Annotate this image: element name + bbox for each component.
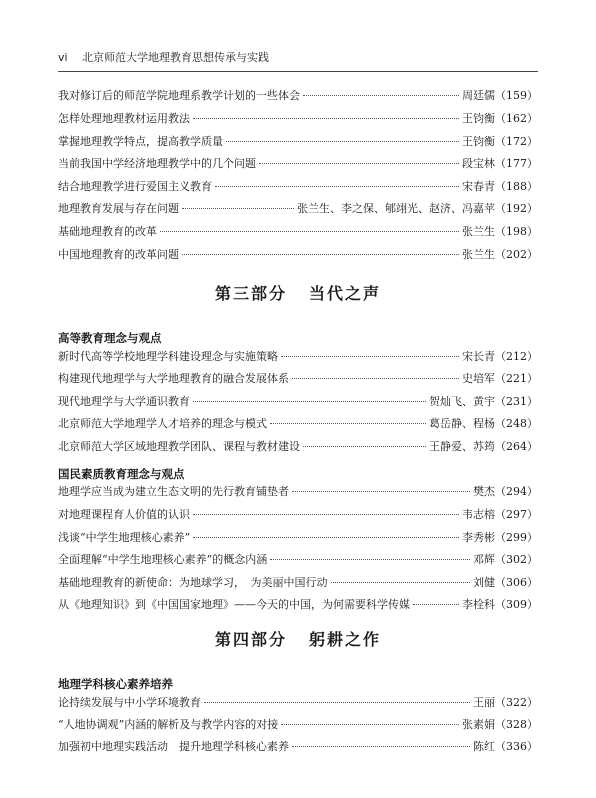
toc-entry[interactable] xyxy=(58,86,538,104)
leader-dots xyxy=(193,525,459,538)
entry-author: 王静爱、苏筠 xyxy=(429,440,495,453)
leader-dots xyxy=(303,83,459,96)
book-title: 北京师范大学地理教育思想传承与实践 xyxy=(82,51,269,64)
entry-page: （192） xyxy=(495,202,538,215)
toc-entry[interactable] xyxy=(58,482,538,500)
entry-author: 李栓科 xyxy=(462,598,495,611)
leader-dots xyxy=(204,690,470,703)
leader-dots xyxy=(281,712,459,725)
entry-page: （177） xyxy=(495,157,538,170)
running-head xyxy=(58,49,538,65)
entry-page: （306） xyxy=(495,576,538,589)
entry-title: 掌握地理教学特点，提高教学质量 xyxy=(58,135,223,148)
leader-dots xyxy=(193,106,459,119)
entry-author: 葛岳静、程杨 xyxy=(429,417,495,430)
entry-title: 新时代高等学校地理学科建设理念与实施策略 xyxy=(58,350,278,363)
entry-page: （221） xyxy=(495,372,538,385)
entry-author: 陈红 xyxy=(473,740,495,753)
entry-author: 李秀彬 xyxy=(462,531,495,544)
entry-page: （188） xyxy=(495,180,538,193)
entry-author: 樊杰 xyxy=(473,485,495,498)
entry-page: （297） xyxy=(495,508,538,521)
entry-title: 当前我国中学经济地理教学中的几个问题 xyxy=(58,157,256,170)
entry-page: （159） xyxy=(495,89,538,102)
entry-title: 基础地理教育的改革 xyxy=(58,225,157,238)
entry-page: （231） xyxy=(495,395,538,408)
entry-author: 宋春青 xyxy=(462,180,495,193)
entry-page: （212） xyxy=(495,350,538,363)
leader-dots xyxy=(270,547,470,560)
entry-title: 结合地理教学进行爱国主义教育 xyxy=(58,180,212,193)
toc-entry[interactable] xyxy=(58,109,538,127)
toc-entry[interactable] xyxy=(58,595,538,613)
toc-entry[interactable] xyxy=(58,573,538,591)
entry-page: （248） xyxy=(495,417,538,430)
leader-dots xyxy=(160,219,459,232)
entry-title: 对地理课程育人价值的认识 xyxy=(58,508,190,521)
entry-title: 构建现代地理学与大学地理教育的融合发展体系 xyxy=(58,372,289,385)
entry-title: 北京师范大学地理学人才培养的理念与模式 xyxy=(58,417,267,430)
toc-entry[interactable] xyxy=(58,177,538,195)
leader-dots xyxy=(303,434,426,447)
leader-dots xyxy=(413,592,459,605)
entry-title: 怎样处理地理教材运用教法 xyxy=(58,112,190,125)
entry-author: 周廷儒 xyxy=(462,89,495,102)
part-name: 躬耕之作 xyxy=(309,630,382,649)
entry-title: 现代地理学与大学通识教育 xyxy=(58,395,190,408)
leader-dots xyxy=(193,502,459,515)
entry-page: （302） xyxy=(495,553,538,566)
entry-author: 王钧衡 xyxy=(462,112,495,125)
entry-page: （328） xyxy=(495,718,538,731)
leader-dots xyxy=(270,411,426,424)
toc-entry[interactable] xyxy=(58,132,538,150)
entry-page: （202） xyxy=(495,248,538,261)
section-heading-core-literacy: 地理学科核心素养培养 xyxy=(58,677,173,691)
entry-author: 刘健 xyxy=(473,576,495,589)
entry-title: “人地协调观”内涵的解析及与教学内容的对接 xyxy=(58,718,279,731)
part-four-heading xyxy=(58,627,538,650)
entry-page: （264） xyxy=(495,440,538,453)
leader-dots xyxy=(292,479,470,492)
entry-title: 中国地理教育的改革问题 xyxy=(58,248,179,261)
entry-author: 贺灿飞、黄宇 xyxy=(429,395,495,408)
toc-entry[interactable] xyxy=(58,528,538,546)
leader-dots xyxy=(193,389,426,402)
entry-page: （322） xyxy=(495,696,538,709)
entry-title: 地理学应当成为建立生态文明的先行教育铺垫者 xyxy=(58,485,289,498)
entry-author: 邓辉 xyxy=(473,553,495,566)
toc-entry[interactable] xyxy=(58,392,538,410)
section-heading-higher-education: 高等教育理念与观点 xyxy=(58,331,162,345)
part-three-heading xyxy=(58,281,538,304)
entry-author: 王丽 xyxy=(473,696,495,709)
toc-entry[interactable] xyxy=(58,437,538,455)
entry-author: 王钧衡 xyxy=(462,135,495,148)
entry-author: 史培军 xyxy=(462,372,495,385)
entry-title: 从《地理知识》到《中国国家地理》——今天的中国，为何需要科学传媒 xyxy=(58,598,410,611)
leader-dots xyxy=(281,344,459,357)
entry-author: 张兰生、李之保、郇翊光、赵济、冯嘉苹 xyxy=(297,202,495,215)
entry-author: 张兰生 xyxy=(462,225,495,238)
toc-entry[interactable] xyxy=(58,199,538,217)
entry-title: 我对修订后的师范学院地理系教学计划的一些体会 xyxy=(58,89,300,102)
entry-title: 加强初中地理实践活动 提升地理学科核心素养 xyxy=(58,740,289,753)
toc-entry[interactable] xyxy=(58,414,538,432)
entry-page: （299） xyxy=(495,531,538,544)
header-rule xyxy=(58,71,538,72)
entry-page: （294） xyxy=(495,485,538,498)
section-heading-national-quality: 国民素质教育理念与观点 xyxy=(58,467,185,481)
toc-entry[interactable] xyxy=(58,693,538,711)
entry-title: 北京师范大学区域地理教学团队、课程与教材建设 xyxy=(58,440,300,453)
entry-author: 宋长青 xyxy=(462,350,495,363)
entry-page: （198） xyxy=(495,225,538,238)
leader-dots xyxy=(331,570,471,583)
leader-dots xyxy=(182,196,294,209)
entry-author: 张兰生 xyxy=(462,248,495,261)
leader-dots xyxy=(215,174,459,187)
entry-author: 段宝林 xyxy=(462,157,495,170)
leader-dots xyxy=(226,129,459,142)
entry-page: （309） xyxy=(495,598,538,611)
toc-entry[interactable] xyxy=(58,222,538,240)
entry-author: 张素娟 xyxy=(462,718,495,731)
entry-author: 韦志榕 xyxy=(462,508,495,521)
entry-page: （336） xyxy=(495,740,538,753)
toc-entry[interactable] xyxy=(58,369,538,387)
toc-entry[interactable] xyxy=(58,715,538,733)
toc-entry[interactable] xyxy=(58,737,538,755)
toc-entry[interactable] xyxy=(58,245,538,263)
entry-page: （172） xyxy=(495,135,538,148)
entry-page: （162） xyxy=(495,112,538,125)
leader-dots xyxy=(259,151,459,164)
part-name: 当代之声 xyxy=(309,284,382,303)
entry-title: 地理教育发展与存在问题 xyxy=(58,202,179,215)
entry-title: 基础地理教育的新使命：为地球学习， 为美丽中国行动 xyxy=(58,576,328,589)
part-label: 第三部分 xyxy=(214,284,287,303)
entry-title: 浅谈“中学生地理核心素养” xyxy=(58,531,191,544)
leader-dots xyxy=(292,366,459,379)
toc-entry[interactable] xyxy=(58,505,538,523)
toc-entry[interactable] xyxy=(58,154,538,172)
entry-title: 论持续发展与中小学环境教育 xyxy=(58,696,201,709)
leader-dots xyxy=(182,242,459,255)
page-number: vi xyxy=(58,51,68,64)
toc-entry[interactable] xyxy=(58,550,538,568)
toc-entry[interactable] xyxy=(58,347,538,365)
entry-title: 全面理解“中学生地理核心素养”的概念内涵 xyxy=(58,553,268,566)
leader-dots xyxy=(292,734,470,747)
part-label: 第四部分 xyxy=(214,630,287,649)
